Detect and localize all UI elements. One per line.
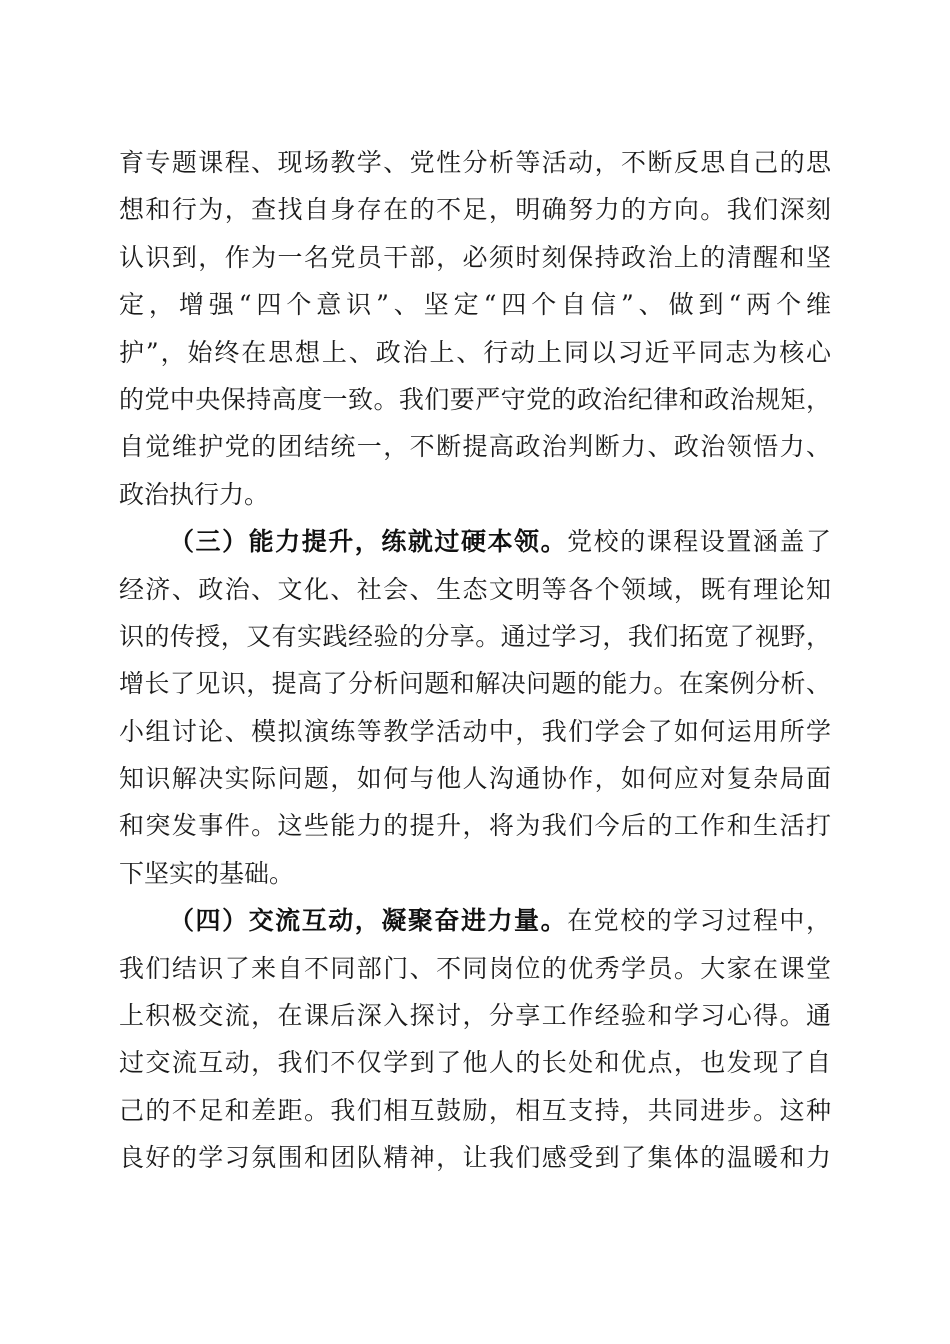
section-ability-improvement bbox=[119, 518, 831, 897]
text-line: 想和行为，查找自身存在的不足，明确努力的方向。我们深刻 bbox=[119, 195, 831, 225]
section-exchange-interaction bbox=[119, 897, 831, 1181]
text-line: 下坚实的基础。 bbox=[119, 858, 295, 888]
text-line: 自觉维护党的团结统一，不断提高政治判断力、政治领悟力、 bbox=[119, 432, 831, 462]
text-line: 经济、政治、文化、社会、生态文明等各个领域，既有理论知 bbox=[119, 574, 831, 604]
text-line: 识的传授，又有实践经验的分享。通过学习，我们拓宽了视野， bbox=[119, 621, 831, 651]
text-line: 上积极交流，在课后深入探讨，分享工作经验和学习心得。通 bbox=[119, 1001, 831, 1031]
section-heading: （四）交流互动，凝聚奋进力量。 bbox=[169, 906, 568, 936]
text-line: 认识到，作为一名党员干部，必须时刻保持政治上的清醒和坚 bbox=[119, 242, 831, 272]
text-line: 小组讨论、模拟演练等教学活动中，我们学会了如何运用所学 bbox=[119, 716, 831, 746]
paragraph-political-awareness bbox=[119, 139, 831, 518]
text-line: 我们结识了来自不同部门、不同岗位的优秀学员。大家在课堂 bbox=[119, 953, 831, 983]
section-first-line bbox=[119, 897, 831, 944]
text-line: 定，增强“四个意识”、坚定“四个自信”、做到“两个维 bbox=[119, 290, 831, 320]
text-line: 政治执行力。 bbox=[119, 479, 270, 509]
section-heading: （三）能力提升，练就过硬本领。 bbox=[169, 527, 568, 557]
text-line: 知识解决实际问题，如何与他人沟通协作，如何应对复杂局面 bbox=[119, 764, 831, 794]
text-line: 护”，始终在思想上、政治上、行动上同以习近平同志为核心 bbox=[119, 337, 831, 367]
text-run: 党校的课程设置涵盖了 bbox=[567, 527, 831, 557]
text-run: 在党校的学习过程中， bbox=[567, 906, 831, 936]
text-line: 育专题课程、现场教学、党性分析等活动，不断反思自己的思 bbox=[119, 148, 831, 177]
text-line: 过交流互动，我们不仅学到了他人的长处和优点，也发现了自 bbox=[119, 1048, 831, 1078]
text-line: 己的不足和差距。我们相互鼓励，相互支持，共同进步。这种 bbox=[119, 1095, 831, 1125]
text-line: 和突发事件。这些能力的提升，将为我们今后的工作和生活打 bbox=[119, 811, 831, 841]
document-body bbox=[119, 139, 831, 1182]
section-first-line bbox=[119, 518, 831, 565]
text-line: 增长了见识，提高了分析问题和解决问题的能力。在案例分析、 bbox=[119, 669, 831, 699]
text-line: 的党中央保持高度一致。我们要严守党的政治纪律和政治规矩， bbox=[119, 384, 831, 414]
text-line: 良好的学习氛围和团队精神，让我们感受到了集体的温暖和力 bbox=[119, 1143, 831, 1173]
